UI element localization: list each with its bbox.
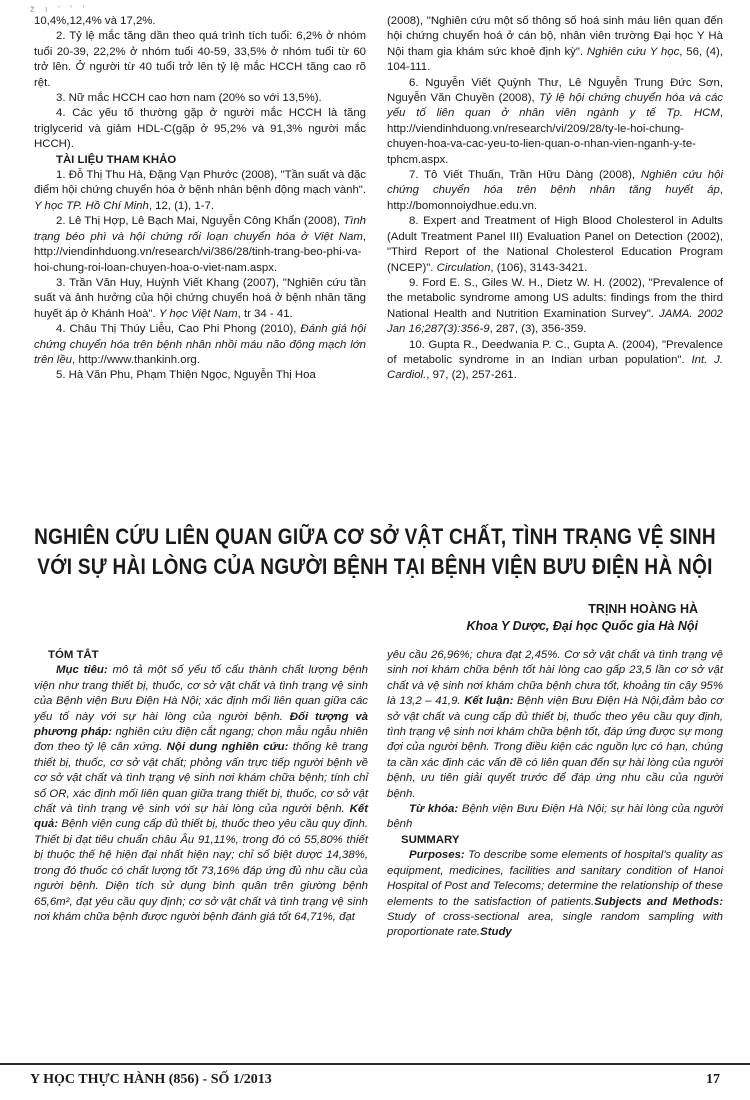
summary-paragraph: Purposes: To describe some elements of hospital's quality as equipment, medicines, facilities and sanitary condition of Hanoi Hospital of Post and Telecoms; determine the relationship of these elements to the satisfaction of patients.Subjects and Methods: Study of cross-sectional area, single random sampling with proportionate rate.Study [387,849,723,939]
reference-item: 3. Trần Văn Huy, Huỳnh Viết Khang (2007), "Nghiên cứu tần suất và ảnh hưởng của hội chứng chuyển hoá ở bệnh nhân tăng huyết áp ở Khánh Hoà". Y học Việt Nam, tr 34 - 41. [34,276,366,320]
conclusion-2: 2. Tỷ lệ mắc tăng dần theo quá trình tích tuổi: 6,2% ở nhóm tuổi 20-39, 22,2% ở nhóm tuổi 40-59, 33,5% ở nhóm tuổi từ 60 trở lên. Ở người từ 40 tuổi trở lên tỷ lệ mắc HCCH tăng cao rõ rệt. [34,30,366,89]
reference-item: 2. Lê Thị Hợp, Lê Bạch Mai, Nguyễn Công Khẩn (2008), Tình trạng béo phì và hội chứng rối loạn chuyển hóa ở Việt Nam, http://viendinhduong.vn/research/vi/386/28/tinh-trang-beo-phi-va-hoi-chung-roi-loan-chuyen-hoa-o-viet-nam.aspx. [34,215,366,274]
abstract-vi-left-column [34,648,368,925]
conclusion-3: 3. Nữ mắc HCCH cao hơn nam (20% so với 13,5%). [56,92,322,105]
reference-item: 10. Gupta R., Deedwania P. C., Gupta A. (2004), "Prevalence of metabolic syndrome in an Indian urban population". Int. J. Cardiol., 97, (2), 257-261. [387,338,723,382]
prev-article-left-column [34,14,366,384]
journal-footer: Y HỌC THỰC HÀNH (856) - SỐ 1/2013 [30,1072,272,1087]
footer-rule [0,1063,750,1065]
author-block [467,601,698,635]
abstract-right-column [387,648,723,941]
abstract-heading: TÓM TẮT [48,649,99,661]
conclusion-1-tail: 10,4%,12,4% và 17,2%. [34,15,156,27]
article-title [30,523,720,583]
article-title-line-2: VỚI SỰ HÀI LÒNG CỦA NGƯỜI BỆNH TẠI BỆNH VIỆN BƯU ĐIỆN HÀ NỘI [37,555,713,580]
scan-corner-mark: ž ı ' ' ' [30,4,89,14]
reference-item: 1. Đỗ Thị Thu Hà, Đặng Vạn Phước (2008), "Tần suất và đặc điểm hội chứng chuyển hóa ở bệnh nhân bệnh động mạch vành". Y học TP. Hồ Chí Minh, 12, (1), 1-7. [34,169,366,212]
reference-item: 5. Hà Văn Phu, Phạm Thiện Ngọc, Nguyễn Thị Hoa [56,369,316,382]
prev-article-right-column [387,14,723,384]
author-affiliation: Khoa Y Dược, Đại học Quốc gia Hà Nội [466,619,698,633]
conclusion-4: 4. Các yếu tố thường gặp ở người mắc HCCH là tăng triglycerid và giảm HDL-C(gặp ở 95,2% và 91,3% người mắc HCCH). [34,107,366,151]
reference-item: 4. Châu Thị Thúy Liễu, Cao Phi Phong (2010), Đánh giá hội chứng chuyển hóa trên bệnh nhân nhồi máu não động mạch lớn trên lều, http://www.thankinh.org. [34,323,366,366]
page-number: 17 [706,1072,720,1087]
abstract-paragraph-cont: yêu cầu 26,96%; chưa đạt 2,45%. Cơ sở vật chất và tình trạng vệ sinh nơi khám chữa bệnh tốt hài lòng cao gấp 23,5 lần cơ sở vật chất và vệ sinh nơi khám chữa bệnh chưa tốt, khoảng tin cậy 95% là 13,2 – 41,9. Kết luận: Bệnh viện Bưu Điện Hà Nội,đảm bảo cơ sở vật chất và cung cấp đủ thiết bị, thuốc theo yêu cầu quy định, tình trạng vệ sinh nơi khám chữa bệnh tốt, đáp ứng được sự mong đợi của người bệnh. Trong điều kiện các nguồn lực có hạn, chúng ta cần xác định các vấn đề có liên quan đến sự hài lòng của người bệnh, ưu tiên giải quyết trước để đáp ứng nhu cầu của người bệnh. [387,649,723,800]
abstract-paragraph: Mục tiêu: mô tả một số yếu tố cấu thành chất lượng bệnh viện như trang thiết bị, thuốc, cơ sở vật chất và tình trạng vệ sinh của Bệnh viện Bưu Điện Hà Nội; xác định mối liên quan giữa các yếu tố này với sự hài lòng của người bệnh. Đối tượng và phương pháp: nghiên cứu điện cắt ngang; chọn mẫu ngẫu nhiên đơn theo tỷ lệ cân xứng. Nội dung nghiên cứu: thống kê trang thiết bị, thuốc, cơ sở vật chất; phỏng vấn trực tiếp người bệnh về cơ sở vật chất và tình trạng vệ sinh nơi khám chữa bệnh; tính chỉ số OR, xác định mối liên quan giữa trang thiết bị, thuốc, cơ sở vật chất và tình trạng vệ sinh với sự hài lòng của người bệnh. Kết quả: Bệnh viện cung cấp đủ thiết bị, thuốc theo yêu cầu quy định. Thiết bị đạt tiêu chuẩn châu Âu 91,11%, trong đó có 55,80% thiết bị thuộc thế hệ hiện đại nhất hiện nay; chỉ số biệt dược 14,38%, trong đó thuốc có chất lượng tốt 73,16% đáp ứng đủ nhu cầu của người bệnh. Diện tích sử dụng bình quân trên giường bệnh 65,6m², đạt yêu cầu quy định; cơ sở vật chất và tình trạng vệ sinh nơi khám chữa bệnh được người bệnh đánh giá tốt 64,71%, đạt [34,664,368,923]
references-heading: TÀI LIỆU THAM KHẢO [56,153,177,166]
reference-item: (2008), "Nghiên cứu một số thông số hoá sinh máu liên quan đến hội chứng chuyển hoá ở cán bộ, nhân viên trường Đại học Y Hà Nội tham gia khám sức khoẻ định kỳ". Nghiên cứu Y học, 56, (4), 104-111. [387,15,724,74]
reference-item: 7. Tô Viết Thuấn, Trần Hữu Dàng (2008), Nghiên cứu hội chứng chuyển hóa trên bệnh nhân tăng huyết áp, http://bomonnoiydhue.edu.vn. [387,169,723,212]
keywords-line: Từ khóa: Bệnh viện Bưu Điện Hà Nội; sự hài lòng của người bệnh [387,803,723,831]
reference-item: 6. Nguyễn Viết Quỳnh Thư, Lê Nguyễn Trung Đức Sơn, Nguyễn Văn Chuyền (2008), Tỷ lệ hội chứng chuyển hóa và các yếu tố liên quan ở nhân viên ngành y tế Tp. HCM, http://viendinhduong.vn/research/vi/209/28/ty-le-hoi-chung-chuyen-hoa-va-cac-yeu-to-lien-quan-o-nhan-vien-nganh-y-te-tphcm.aspx. [387,76,723,166]
reference-item: 8. Expert and Treatment of High Blood Cholesterol in Adults (Adult Treatment Panel III) Evaluation Panel on Detection (2002), "Third Report of the National Cholesterol Education Program (NCEP)". Circulation, (106), 3143-3421. [387,215,723,274]
references-left-list [34,168,366,384]
summary-heading: SUMMARY [401,833,460,846]
author-name: TRỊNH HOÀNG HÀ [588,602,698,616]
article-title-line-1: NGHIÊN CỨU LIÊN QUAN GIỮA CƠ SỞ VẬT CHẤT, TÌNH TRẠNG VỆ SINH [34,525,716,550]
reference-item: 9. Ford E. S., Giles W. H., Dietz W. H. (2002), "Prevalence of the metabolic syndrome among US adults: findings from the third National Health and Nutrition Examination Survey". JAMA. 2002 Jan 16;287(3):356-9, 287, (3), 356-359. [387,276,723,336]
